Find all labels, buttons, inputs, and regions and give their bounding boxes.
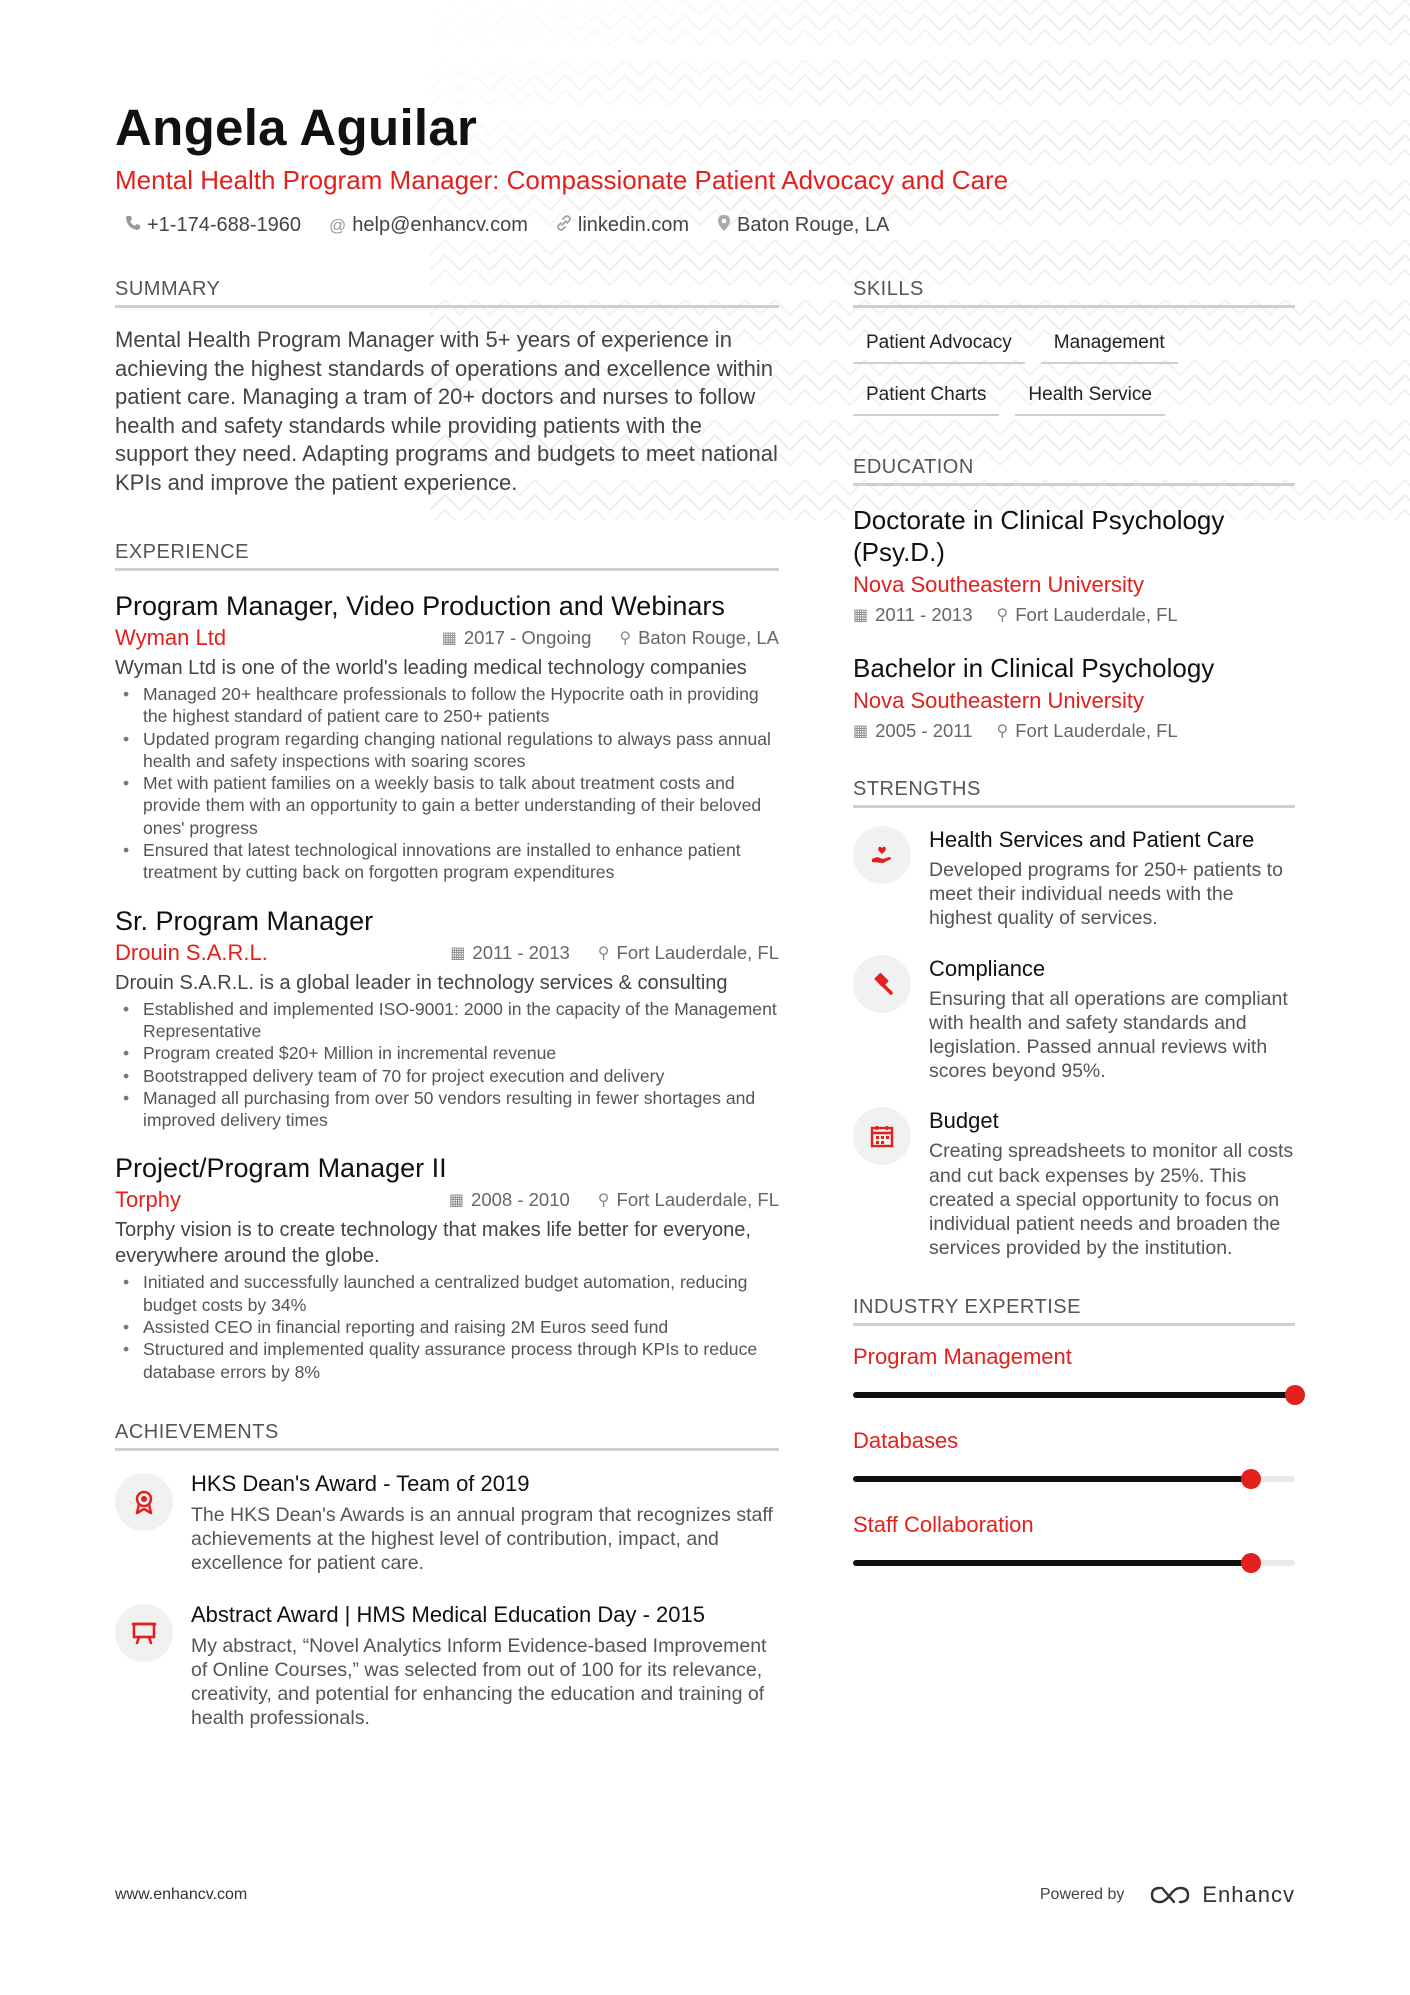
skill-tag: Health Service [1015,378,1165,416]
experience-heading: EXPERIENCE [115,541,779,571]
job-location [598,942,779,964]
expertise-bar-knob [1241,1553,1261,1573]
education-location [997,720,1178,742]
expertise-bar-fill [853,1476,1251,1482]
email-text: help@enhancv.com [352,214,528,236]
job-meta [115,940,779,966]
job-dates [442,627,592,649]
job-meta-right [450,942,779,964]
strengths-section [853,778,1295,1260]
experience-section [115,541,779,1383]
expertise-bar-track [853,1560,1295,1566]
education-location-text: Fort Lauderdale, FL [1015,604,1178,625]
job-dates-text: 2011 - 2013 [472,941,570,963]
summary-section [115,278,779,497]
enhancv-logo-icon [1148,1884,1192,1906]
expertise-item [853,1344,1295,1398]
footer-branding [1040,1882,1295,1908]
job-entry [115,904,779,1132]
job-entry [115,589,779,884]
company-description: Drouin S.A.R.L. is a global leader in technology services & consulting [115,971,728,994]
industry-expertise-section [853,1296,1295,1566]
job-bullet: • Ensured that latest technological innovations are installed to enhance patient treatment by cutting back on forgotten program expenditures [115,839,779,884]
job-title: Program Manager, Video Production and Webinars [115,591,725,621]
job-location-text: Baton Rouge, LA [638,627,779,648]
job-bullet: • Program created $20+ Million in incremental revenue [115,1042,779,1064]
presentation-icon [115,1604,173,1662]
degree: Bachelor in Clinical Psychology [853,653,1215,683]
job-bullet: • Met with patient families on a weekly basis to talk about treatment costs and provide them with an opportunity to gain a better understanding of their beloved ones' progress [115,772,779,839]
brand-name: Enhancv [1202,1882,1295,1907]
job-location [619,627,779,649]
summary-text: Mental Health Program Manager with 5+ years of experience in achieving the highest standards of operations and excellence within patient care. Managing a tram of 20+ doctors and nurses to follow health and safety standards while providing patients with the support they need. Adapting programs and budgets to meet national KPIs and improve the patient experience. [115,327,778,495]
strength-description: Developed programs for 250+ patients to meet their individual needs with the highest quality of services. [929,859,1283,930]
calendar-icon: ▦ [441,630,457,647]
award-icon [115,1473,173,1531]
location-pin-icon: ⚲ [996,607,1009,624]
job-dates-text: 2008 - 2010 [471,1189,570,1211]
strength-item [853,955,1295,1084]
strengths-heading: STRENGTHS [853,778,1295,808]
job-title: Project/Program Manager II [115,1153,447,1184]
location-pin-icon: ⚲ [597,944,610,962]
skills-section [853,278,1295,416]
calendar-icon: ▦ [853,723,869,740]
strength-title: Compliance [929,955,1046,981]
strength-title: Health Services and Patient Care [929,827,1255,852]
at-icon: @ [329,215,347,235]
contact-linkedin[interactable] [556,214,689,237]
skill-tag: Management [1041,326,1178,364]
job-bullet: • Managed 20+ healthcare professionals to follow the Hypocrite oath in providing the highest standard of patient care to 250+ patients [115,683,779,728]
footer [115,1882,1295,1908]
job-bullets [115,998,779,1132]
school: Nova Southeastern University [853,572,1145,597]
brand-logo[interactable] [1148,1882,1295,1908]
expertise-item [853,1512,1295,1566]
candidate-name: Angela Aguilar [115,99,478,156]
job-bullet: • Established and implemented ISO-9001: 2000 in the capacity of the Management Representative [115,998,779,1043]
education-dates [853,604,973,626]
education-dates-text: 2005 - 2011 [875,720,973,741]
education-meta [853,604,1295,626]
job-location-text: Fort Lauderdale, FL [616,1189,779,1211]
achievement-item [115,1600,779,1731]
strength-title: Budget [929,1108,999,1134]
contact-list [115,214,1295,237]
achievement-item [115,1469,779,1576]
company-description: Wyman Ltd is one of the world's leading medical technology companies [115,657,747,679]
job-bullet: • Bootstrapped delivery team of 70 for project execution and delivery [115,1065,779,1087]
education-dates [853,720,973,742]
job-bullet: • Updated program regarding changing national regulations to always pass annual health and safety inspections with soaring scores [115,728,779,773]
footer-website[interactable]: www.enhancv.com [115,1886,248,1903]
job-bullet: • Structured and implemented quality assurance process through KPIs to reduce database errors by 8% [115,1338,779,1383]
company-name: Drouin S.A.R.L. [115,939,268,965]
achievement-title: HKS Dean's Award - Team of 2019 [191,1470,530,1496]
company-name: Torphy [115,1187,182,1213]
calendar-icon: ▦ [853,607,869,624]
education-heading: EDUCATION [853,456,1295,486]
expertise-bar-track [853,1392,1295,1398]
job-entry [115,1151,779,1382]
candidate-title: Mental Health Program Manager: Compassionate Patient Advocacy and Care [115,165,1009,195]
expertise-label: Databases [853,1428,959,1454]
job-bullet: • Managed all purchasing from over 50 vendors resulting in fewer shortages and improved delivery times [115,1087,779,1132]
skills-heading: SKILLS [853,278,1295,308]
expertise-bar-knob [1285,1385,1305,1405]
expertise-bar-track [853,1476,1295,1482]
job-meta-right [449,1189,779,1211]
location-pin-icon [717,214,731,237]
job-meta [115,1187,779,1213]
contact-phone[interactable] [125,214,301,237]
expertise-item [853,1428,1295,1482]
job-title: Sr. Program Manager [115,905,374,936]
location-pin-icon: ⚲ [996,723,1009,740]
expertise-bar-fill [853,1392,1295,1398]
location-pin-icon: ⚲ [597,1192,610,1210]
calendar-icon [853,1107,911,1165]
industry-expertise-heading: INDUSTRY EXPERTISE [853,1296,1295,1326]
education-location-text: Fort Lauderdale, FL [1015,720,1178,741]
job-bullets [115,1271,779,1382]
calendar-icon: ▦ [448,1192,465,1210]
gavel-icon [853,955,911,1013]
expertise-bar-knob [1241,1469,1261,1489]
job-bullets [115,683,779,884]
strength-item [853,826,1295,931]
expertise-list [853,1344,1295,1566]
achievement-description: The HKS Dean's Awards is an annual program that recognizes staff achievements at the highest level of contribution, impact, and excellence for patient care. [191,1503,773,1575]
job-bullet: • Initiated and successfully launched a centralized budget automation, reducing budget costs by 34% [115,1271,779,1316]
education-dates-text: 2011 - 2013 [875,604,973,625]
degree: Doctorate in Clinical Psychology (Psy.D.) [853,505,1225,567]
job-meta-right [442,627,779,649]
job-dates-text: 2017 - Ongoing [463,627,592,648]
expertise-label: Program Management [853,1344,1072,1370]
education-location [997,604,1178,626]
summary-heading: SUMMARY [115,278,779,308]
expertise-bar-fill [853,1560,1251,1566]
job-meta [115,625,779,651]
education-section [853,456,1295,742]
location-text: Baton Rouge, LA [737,214,890,236]
expertise-label: Staff Collaboration [853,1512,1034,1538]
skill-tag: Patient Charts [853,378,999,416]
company-name: Wyman Ltd [115,625,227,650]
education-entry [853,652,1295,742]
job-dates [449,1189,570,1211]
location-pin-icon: ⚲ [619,630,632,647]
left-column [115,278,779,1754]
achievement-title: Abstract Award | HMS Medical Education Day - 2015 [191,1601,705,1627]
contact-email[interactable] [329,214,528,237]
strength-item [853,1107,1295,1260]
company-description: Torphy vision is to create technology that makes life better for everyone, everywhere around the globe. [115,1219,751,1268]
achievements-section [115,1421,779,1730]
strength-description: Creating spreadsheets to monitor all costs and cut back expenses by 25%. This created a special opportunity to focus on individual patient needs and broaden the services provided by the institution. [929,1140,1294,1260]
achievements-heading: ACHIEVEMENTS [115,1421,779,1451]
job-bullet: • Assisted CEO in financial reporting and raising 2M Euros seed fund [115,1316,779,1338]
right-column [853,278,1295,1596]
phone-icon [125,215,141,236]
job-location [598,1189,779,1211]
linkedin-text: linkedin.com [577,214,690,236]
contact-location [717,214,889,237]
education-entry [853,504,1295,626]
job-dates [450,942,570,964]
job-location-text: Fort Lauderdale, FL [616,941,779,963]
school: Nova Southeastern University [853,688,1145,713]
resume-header [115,98,1295,237]
helping-hand-heart-icon [853,826,911,884]
skills-list [853,326,1295,416]
achievement-description: My abstract, “Novel Analytics Inform Evidence-based Improvement of Online Courses,” was selected from out of 100 for its relevance, creativity, and potential for enhancing the education and training of health professionals. [191,1634,767,1730]
powered-by-label: Powered by [1039,1886,1125,1903]
link-icon [556,215,572,236]
skill-tag: Patient Advocacy [853,326,1025,364]
calendar-icon: ▦ [450,944,466,962]
education-meta [853,720,1295,742]
strength-description: Ensuring that all operations are compliant with health and safety standards and legislation. Passed annual reviews with scores beyond 95%. [929,987,1288,1083]
phone-text: +1-174-688-1960 [147,214,302,236]
